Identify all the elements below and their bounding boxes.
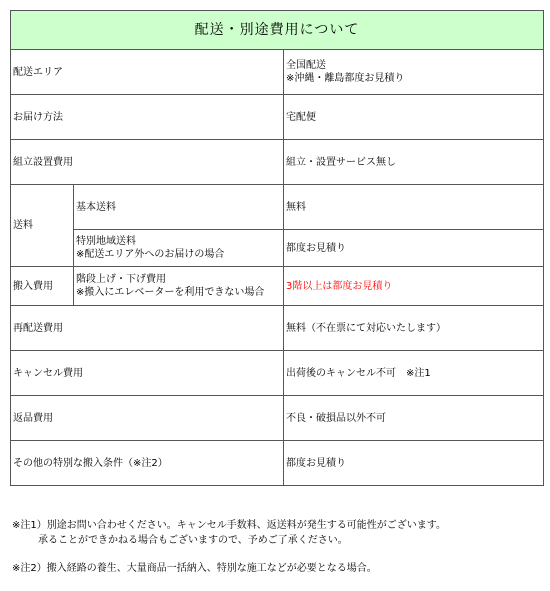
- shipping-special-value: 都度お見積り: [284, 230, 544, 267]
- redelivery-value: 無料（不在票にて対応いたします）: [284, 306, 544, 351]
- table-row: [11, 230, 544, 267]
- delivery-method-value: 宅配便: [284, 95, 544, 140]
- table-row: [11, 140, 544, 185]
- shipping-special-label-line: 特別地域送料: [76, 236, 136, 247]
- shipping-special-label: [74, 230, 284, 267]
- note-1-continuation: 承ることができかねる場合もございますので、予めご了承ください。: [38, 535, 348, 546]
- table-row: [11, 396, 544, 441]
- shipping-basic-value: 無料: [284, 185, 544, 230]
- shipping-label: 送料: [11, 185, 74, 267]
- area-value-line: ※沖縄・離島都度お見積り: [286, 73, 405, 84]
- table-row: [11, 95, 544, 140]
- note-1: ※注1）別途お問い合わせください。キャンセル手数料、返送料が発生する可能性がございます。: [12, 520, 446, 531]
- note-2: ※注2）搬入経路の養生、大量商品一括納入、特別な施工などが必要となる場合。: [12, 563, 377, 574]
- special-conditions-value: 都度お見積り: [284, 441, 544, 486]
- return-value: 不良・破損品以外不可: [284, 396, 544, 441]
- area-label: 配送エリア: [11, 50, 284, 95]
- note-spacer: [12, 548, 446, 561]
- cancel-label: キャンセル費用: [11, 351, 284, 396]
- carry-in-sub-label-line: 階段上げ・下げ費用: [76, 274, 166, 285]
- carry-in-label: 搬入費用: [11, 267, 74, 306]
- delivery-method-label: お届け方法: [11, 95, 284, 140]
- area-value-line: 全国配送: [286, 60, 326, 71]
- table-row: [11, 441, 544, 486]
- table-row: [11, 306, 544, 351]
- carry-in-sub-label-line: ※搬入にエレベーターを利用できない場合: [76, 287, 265, 298]
- special-conditions-label: その他の特別な搬入条件（※注2）: [11, 441, 284, 486]
- shipping-special-label-line: ※配送エリア外へのお届けの場合: [76, 249, 225, 260]
- table-row: [11, 351, 544, 396]
- area-value: [284, 50, 544, 95]
- assembly-label: 組立設置費用: [11, 140, 284, 185]
- shipping-basic-label: 基本送料: [74, 185, 284, 230]
- table-row: [11, 267, 544, 306]
- notes: [12, 518, 446, 576]
- table-title: 配送・別途費用について: [11, 11, 544, 50]
- redelivery-label: 再配送費用: [11, 306, 284, 351]
- cancel-value: 出荷後のキャンセル不可 ※注1: [284, 351, 544, 396]
- table-row: [11, 185, 544, 230]
- carry-in-value: 3階以上は都度お見積り: [284, 267, 544, 306]
- return-label: 返品費用: [11, 396, 284, 441]
- assembly-value: 組立・設置サービス無し: [284, 140, 544, 185]
- fee-table: [10, 10, 544, 486]
- table-row: [11, 50, 544, 95]
- carry-in-sub-label: [74, 267, 284, 306]
